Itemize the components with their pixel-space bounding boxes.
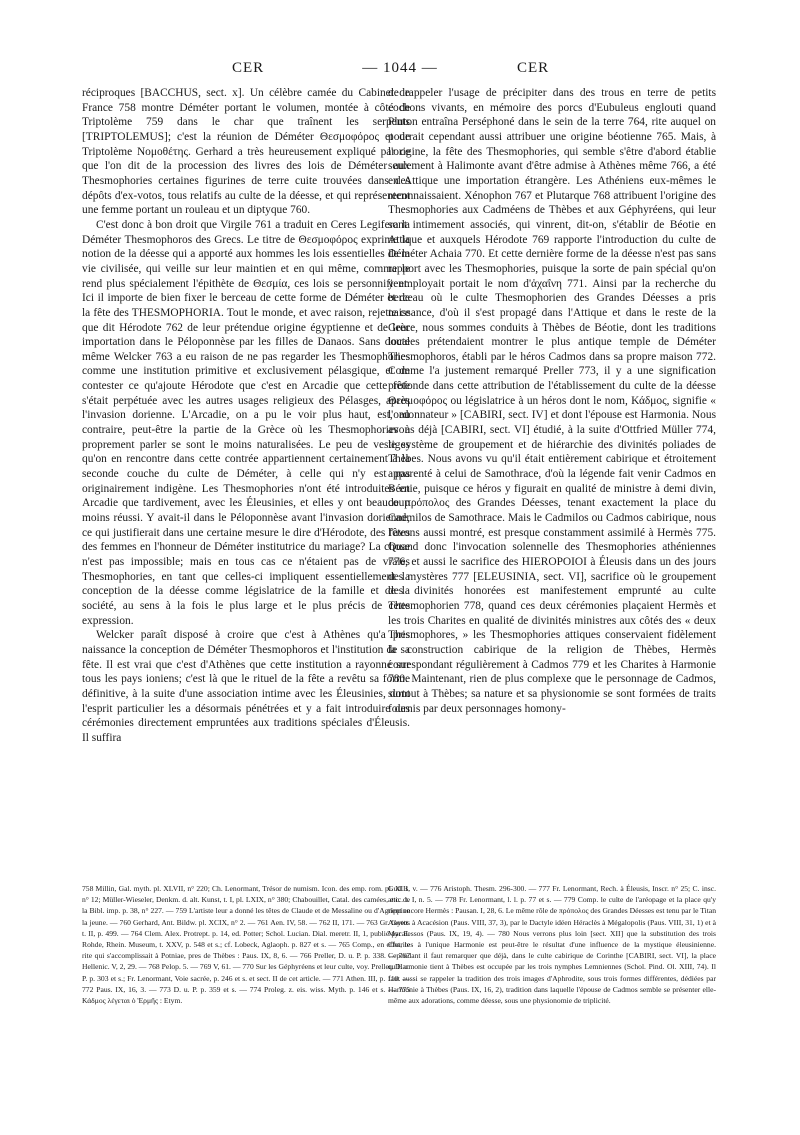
right-paragraph-1: de rappeler l'usage de précipiter dans des trous en terre de petits cochons vivants, en mémoire des porcs d'Eubuleus englouti quand Pluton entraîna Perséphoné dans le sein de la terre 764, rite auquel on pourrait cependant aussi attribuer une origine béotienne 765. Mais, à l'origine, la fête des Thesmophories, qui semble s'être d'abord établie seulement à Halimonte avant d'être admise à Athènes même 766, a été en Attique une importation étrangère. Les Athéniens eux-mêmes le reconnaissaient. Xénophon 767 et Plutarque 768 attribuent l'origine des Thesmophories aux Cadméens de Thèbes et aux Géphyréens, qui leur sont intimement associés, qui vinrent, dit-on, s'établir de Béotie en Attique et auxquels Hérodote 769 rapporte l'introduction du culte de Déméter Achaia 770. Et cette dernière forme de la déesse n'est pas sans rapport avec les Thesmophories, puisque la sorte de pain spécial qu'on y employait portait le nom d'ἀχαΐνη 771. Ainsi par la recherche du berceau où le culte Thesmophorien des Grandes Déesses a pris naissance, d'où il s'est propagé dans l'Attique et dans le reste de la Grèce, nous sommes conduits à Thèbes de Béotie, dont les traditions locales prétendaient montrer le plus antique temple de Déméter Thesmophoros, établi par le héros Cadmos dans sa propre maison 772. Comme l'a justement remarqué Preller 773, il y a une signification profonde dans cette attribution de l'établissement du culte de la déesse Θεσμοφόρος ou législatrice à un héros dont le nom, Κάδμος, signifie « l'ordonnateur » [CABIRI, sect. IV] et dont l'épouse est Harmonia. Nous avons déjà [CABIRI, sect. VI] étudié, à la suite d'Ottfried Müller 774, le système de groupement et de hiérarchie des divinités poliades de Thèbes. Nous avons vu qu'il était entièrement cabirique et étroitement apparenté à celui de Samothrace, d'où la légende fait venir Cadmos en Béotie, puisque ce héros y figurait en qualité de ministre à demi divin, de πρόπολος des Grandes Déesses, tenant exactement la place du Cadmilos de Samothrace. Mais le Cadmilos ou Cadmos cabirique, nous l'avons aussi montré, est presque constamment assimilé à Hermès 775. Quand donc l'invocation solennelle des Thesmophories athéniennes 776, et aussi le sacrifice des HIEROPOIOI à Éleusis dans un des jours des mystères 777 [ELEUSINIA, sect. VI], sacrifice où le groupement des divinités honorées est manifestement emprunté au culte Thesmophorien 778, quand ces deux cérémonies plaçaient Hermès et les trois Charites en qualité de divinités ministres aux côtés des « deux Thesmophores, » les Thesmophories attiques conservaient fidèlement la construction cabirique de la religion de Thèbes, Hermès correspondant régulièrement à Cadmos 779 et les Charites à Harmonie 780. Maintenant, rien de plus complexe que le personnage de Cadmos, surtout à Thèbes; sa nature et sa physionomie se sont formées de traits fournis par deux personnages homony- xyxy=(388,87,716,715)
left-paragraph-3: Welcker paraît disposé à croire que c'est à Athènes qu'a pris naissance la conception de Déméter Thesmophoros et l'institution de sa fête. Il est vrai que c'est d'Athènes que cette institution a rayonné sur tous les pays ioniens; c'est là que le rituel de la fête a revêtu sa forme définitive, à la suite d'une association intime avec les Éleusinies, dont l'esprit particulier les a désormais pénétrées et y a fait introduire des cérémonies directement empruntées aux traditions spéciales d'Éleusis. Il suffira xyxy=(82,629,410,744)
footnotes-right-text: Gud. s. v. — 776 Aristoph. Thesm. 296-300. — 777 Fr. Lenormant, Rech. à Éleusis, Inscr. n° 25; C. insc. attic. t. I, n. 5. — 778 Fr. Lenormant, l. l. p. 77 et s. — 779 Comp. le culte de l'aréopage et la place qu'y tient encore Hermès : Pausan. I, 28, 6. Le même rôle de πρόπολος des Grandes Déesses est tenu par le Titan Anytos à Acacésion (Paus. VIII, 37, 3), par le Dactyle idéen Héraclès à Mégalopolis (Paus. VIII, 31, 1) et à Mycalessos (Paus. IX, 19, 4). — 780 Nous verrons plus loin [sect. XII] que la substitution des trois Charites à l'unique Harmonie est peut-être le résultat d'une influence de la mystique éleusinienne. Cependant il faut remarquer que déjà, dans le culte cabirique de Corinthe [CABIRI, sect. VI], la place qu'Harmonie tient à Thèbes est occupée par les trois nymphes Lemniennes (Schol. Pind. Ol. XIII, 74). Il faut aussi se rappeler la tradition des trois images d'Aphrodite, sous trois formes différentes, dédiées par Harmonie à Thèbes (Paus. IX, 16, 2), tradition dans laquelle l'épouse de Cadmos semble se présenter elle-même aux adorations, comme déesse, sous une physionomie de triplicité. xyxy=(388,884,716,1006)
page-number: — 1044 — xyxy=(362,60,438,76)
left-paragraph-2: C'est donc à bon droit que Virgile 761 a traduit en Ceres Legifera la Déméter Thesmophoros des Grecs. Le titre de Θεσμοφόρος exprime la notion de la déesse qui a apporté aux hommes les lois essentielles de la vie civilisée, qui veille sur leur maintien et en qui même, comme le rend plus spécialement l'épithète de Θεσμία, ces lois se personnifient. Ici il importe de bien fixer le berceau de cette forme de Déméter et de la fête des THESMOPHORIA. Tout le monde, et avec raison, rejette ce que dit Hérodote 762 de leur prétendue origine égyptienne et de leur importation dans le Péloponnèse par les filles de Danaos. Sans doute même Welcker 763 a eu raison de ne pas regarder les Thesmophories comme une institution primitive et exclusivement pélasgique, et de contester ce qu'ajoute Hérodote que c'est en Arcadie que cette fête s'était perpétuée avec les autres usages religieux des Pélasges, après l'invasion dorienne. L'Arcadie, on a pu le voir plus haut, est, au contraire, peut-être la partie de la Grèce où les Thesmophories à proprement parler se sont le moins naturalisées. Le peu de vestiges qu'on en rencontre dans cette contrée appartiennent certainement à la seconde couche du culte de Déméter, à celle qui n'y est pas originairement indigène. Les Thesmophories n'ont été introduites en Arcadie que tardivement, avec les Éleusinies, et elles y ont beaucoup moins réussi. Y avait-il dans le Péloponnèse avant l'invasion dorienne, ce qui justifierait dans une certaine mesure le dire d'Hérodote, des fêtes des femmes en l'honneur de Déméter institutrice du mariage? La chose n'est pas impossible; mais en tous cas ce n'étaient pas de vraies Thesmophories, en tant que celles-ci impliquent essentiellement la conception de la déesse comme législatrice de la famille et de la société, au sens à la fois le plus large et le plus précis de cette expression. xyxy=(82,218,410,627)
right-column xyxy=(388,86,716,716)
left-column xyxy=(82,86,410,746)
running-head-left: CER xyxy=(232,60,265,76)
left-paragraph-1: réciproques [BACCHUS, sect. x]. Un célèbre camée du Cabinet de France 758 montre Déméter portant le volumen, montée à côté de Triptolème 759 dans le char que traînent les serpents [TRIPTOLEMUS]; c'est la réunion de Déméter Θεσμοφόρος et de Triptolème Νομοθέτης. Gerhard a très heureusement expliqué par ce que l'on dit de la procession des livres des lois de Déméter aux Thesmophories certaines figurines de terre cuite trouvées dans des dépôts d'ex-votos, tous relatifs au culte de la déesse, et qui représentent une femme portant un rouleau et un diptyque 760. xyxy=(82,87,410,217)
running-head-right: CER xyxy=(517,60,550,76)
footnotes-left xyxy=(82,883,410,1006)
footnotes-right xyxy=(388,883,716,1006)
running-head xyxy=(0,60,800,84)
footnotes-left-text: 758 Millin, Gal. myth. pl. XLVII, n° 220; Ch. Lenormant, Trésor de numism. Icon. des emp. rom. pl. XIII, n° 12; Müller-Wieseler, Denkm. d. alt. Kunst, t. I, pl. LXIX, n° 380; Chabouillet, Catal. des camées, etc. de la Bibl. imp. p. 38, n° 227. — 759 L'artiste leur a donné les têtes de Claude et de Messaline ou d'Agrippine la jeune. — 760 Gerhard, Ant. Bildw. pl. XCIX, n° 2. — 761 Aen. IV, 58. — 762 II, 171. — 763 Gr. Goett. t. II, p. 499. — 764 Clem. Alex. Protrept. p. 14, ed. Potter; Schol. Lucian. Dial. meretr. II, 1, publié par E. Rohde, Rhein. Museum, t. XXV, p. 548 et s.; cf. Lobeck, Aglaoph. p. 827 et s. — 765 Comp., en effet, le rite qui s'accomplissait à Potniae, pres de Thèbes : Paus. IX, 8, 6. — 766 Preller, D. u. P. p. 338. — 767 Hellenic. V, 2, 29. — 768 Pelop. 5. — 769 V, 61. — 770 Sur les Géphyréens et leur culte, voy. Preller, D. u. P. p. 303 et s.; Fr. Lenormant, Voie sacrée, p. 246 et s. et sect. II de cet article. — 771 Athen. III, p. 110. — 772 Paus. IX, 16, 3. — 773 D. u. P. p. 359 et s. — 774 Proleg. z. eis. wiss. Myth. p. 146 et s. — 775 Κάδμος λέγεται ὁ Ἑρμῆς : Etym. xyxy=(82,884,410,1006)
